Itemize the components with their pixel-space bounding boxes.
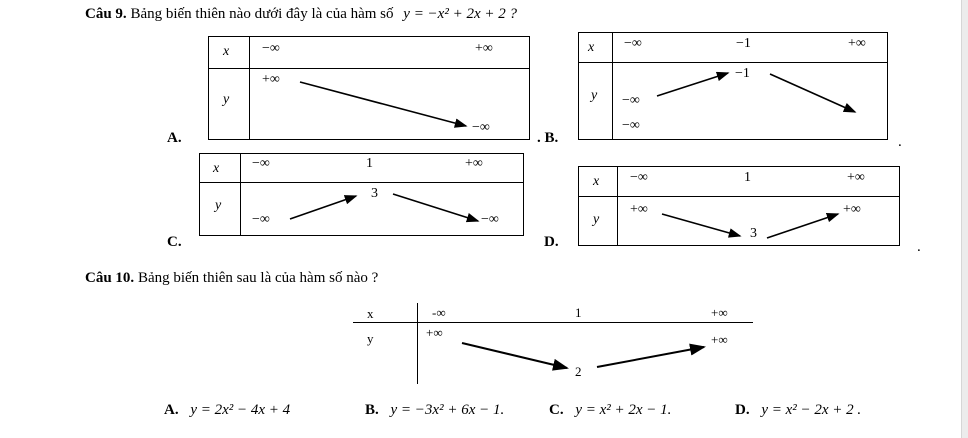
table-b-arrow-up [657, 73, 728, 96]
table-d-y-left: +∞ [630, 202, 648, 217]
table-d-y-right: +∞ [843, 202, 861, 217]
table-d-y-valley: 3 [750, 226, 757, 241]
table-a-y-bottom: −∞ [472, 120, 490, 135]
q10-answer-d-label: D. [735, 402, 750, 418]
q10-y-right: +∞ [711, 332, 728, 347]
table-a-x-start: −∞ [262, 41, 280, 56]
table-d-x-start: −∞ [630, 170, 648, 185]
question-9-formula: y = −x² + 2x + 2 ? [403, 6, 517, 22]
option-d-label: D. [544, 234, 559, 250]
table-c-y-peak: 3 [371, 186, 378, 201]
q10-y-label: y [367, 331, 374, 346]
table-c-x-mid: 1 [366, 156, 373, 171]
scrollbar-track[interactable] [961, 0, 968, 438]
table-c-x-start: −∞ [252, 156, 270, 171]
q10-answer-c-label: C. [549, 402, 564, 418]
option-b-period: . [898, 134, 902, 150]
table-c-y-left: −∞ [252, 212, 270, 227]
q10-arrow-up [597, 347, 704, 367]
question-9-number: Câu 9. [85, 6, 127, 22]
table-b-x-end: +∞ [848, 36, 866, 51]
q10-answer-b-expr: y = −3x² + 6x − 1. [390, 402, 505, 418]
table-c-arrow-up [290, 196, 356, 219]
table-d-arrow-down [662, 214, 740, 236]
q10-answer-c-expr: y = x² + 2x − 1. [575, 402, 672, 418]
table-b-arrow-down [770, 74, 855, 112]
q10-answer-d-expr: y = x² − 2x + 2 . [761, 402, 862, 418]
q10-answer-b [365, 402, 504, 419]
table-d-y-label: y [593, 212, 600, 227]
table-b-x-mid: −1 [736, 36, 751, 51]
q10-answer-c [549, 402, 671, 419]
table-a-x-label: x [223, 44, 230, 59]
question-10-number: Câu 10. [85, 270, 135, 286]
table-d-x-mid: 1 [744, 170, 751, 185]
table-c-x-end: +∞ [465, 156, 483, 171]
q10-answer-b-label: B. [365, 402, 379, 418]
table-a-y-label: y [223, 92, 230, 107]
q10-x-label: x [367, 306, 374, 321]
option-b-label: . B. [537, 130, 559, 146]
q10-answer-d [735, 402, 861, 419]
table-d-x-label: x [593, 174, 600, 189]
table-b-y-peak: −1 [735, 66, 750, 81]
option-a-label: A. [167, 130, 182, 146]
option-d-period: . [917, 239, 921, 255]
table-b-y-label: y [591, 88, 598, 103]
question-10-text: Bảng biến thiên sau là của hàm số nào ? [137, 270, 379, 286]
q10-y-valley: 2 [575, 364, 582, 379]
table-d-x-end: +∞ [847, 170, 865, 185]
table-c-arrow-down [393, 194, 478, 221]
q10-x-mid: 1 [575, 305, 582, 320]
question-9-text: Bảng biến thiên nào dưới đây là của hàm số [130, 6, 394, 22]
q10-x-end: +∞ [711, 305, 728, 320]
table-b-y-left: −∞ [622, 93, 640, 108]
table-b-x-start: −∞ [624, 36, 642, 51]
q10-x-start: -∞ [432, 305, 446, 320]
table-b-y-bottom: −∞ [622, 118, 640, 133]
table-c-y-right: −∞ [481, 212, 499, 227]
q10-arrow-down [462, 343, 567, 368]
table-b-x-label: x [588, 40, 595, 55]
q10-answer-a [164, 402, 290, 419]
q10-answer-a-expr: y = 2x² − 4x + 4 [190, 402, 291, 418]
q10-y-left: +∞ [426, 325, 443, 340]
q10-answer-a-label: A. [164, 402, 179, 418]
table-a-y-top: +∞ [262, 72, 280, 87]
option-c-label: C. [167, 234, 182, 250]
table-a-arrow [300, 82, 466, 126]
table-c-x-label: x [213, 161, 220, 176]
table-d-arrow-up [767, 214, 838, 238]
table-a-x-end: +∞ [475, 41, 493, 56]
table-c-y-label: y [215, 198, 222, 213]
